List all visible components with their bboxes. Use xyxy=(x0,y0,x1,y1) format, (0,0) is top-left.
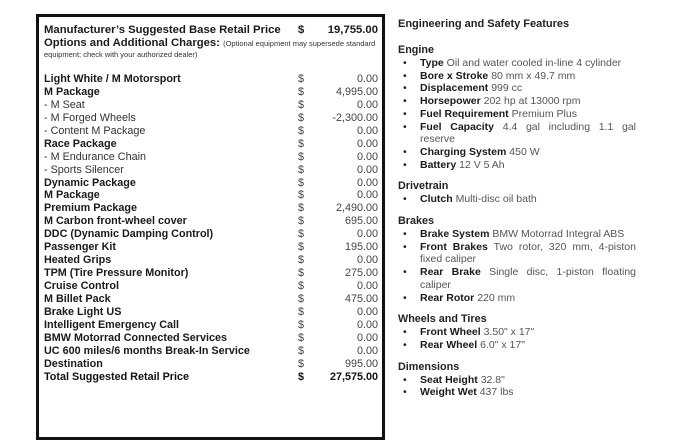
total-price-row xyxy=(44,371,382,384)
spec-key: Battery xyxy=(420,158,457,171)
spec-value: 4.4 gal including 1.1 gal reserve xyxy=(420,120,636,146)
line-label: Race Package xyxy=(44,137,117,150)
line-label: - M Forged Wheels xyxy=(44,111,136,124)
line-label: DDC (Dynamic Damping Control) xyxy=(44,228,214,241)
currency-symbol: $ xyxy=(298,98,305,111)
line-label: - M Endurance Chain xyxy=(44,150,147,163)
spec-item xyxy=(398,266,636,291)
currency-symbol: $ xyxy=(298,254,305,267)
spec-value: 6.0" x 17" xyxy=(480,338,525,351)
line-label: Brake Light US xyxy=(44,305,122,318)
option-line xyxy=(44,332,382,345)
line-value: 0.00 xyxy=(356,254,378,267)
spec-key: Rear Wheel xyxy=(420,338,478,351)
line-label: - Content M Package xyxy=(44,124,146,137)
spec-value: Single disc, 1-piston floating caliper xyxy=(420,266,636,291)
currency-symbol: $ xyxy=(298,137,305,150)
spec-value: Premium Plus xyxy=(511,107,577,120)
line-label: M Package xyxy=(44,85,100,98)
spec-key: Clutch xyxy=(420,193,453,206)
option-line xyxy=(44,319,382,332)
currency-symbol: $ xyxy=(298,163,305,176)
line-value: 0.00 xyxy=(356,163,378,176)
spec-item xyxy=(398,108,636,121)
option-line xyxy=(44,254,382,267)
spec-section-heading: Drivetrain xyxy=(398,180,449,193)
line-value: 0.00 xyxy=(356,124,378,137)
line-value: 0.00 xyxy=(356,98,378,111)
spec-key: Bore x Stroke xyxy=(420,69,489,82)
line-label: Passenger Kit xyxy=(44,241,117,254)
spec-value: 450 W xyxy=(509,145,540,158)
option-line xyxy=(44,228,382,241)
line-label: TPM (Tire Pressure Monitor) xyxy=(44,267,189,280)
option-line xyxy=(44,73,382,86)
spec-value: 12 V 5 Ah xyxy=(459,158,505,171)
line-value: 0.00 xyxy=(356,189,378,202)
spec-value: 220 mm xyxy=(477,291,516,304)
price-sheet-box xyxy=(36,14,385,440)
spec-key: Displacement xyxy=(420,82,489,95)
spec-key: Fuel Requirement xyxy=(420,107,509,120)
option-line xyxy=(44,177,382,190)
spec-key: Fuel Capacity xyxy=(420,120,495,133)
currency-symbol: $ xyxy=(298,292,305,305)
spec-value: 3.50" x 17" xyxy=(483,326,535,339)
base-price-label: Manufacturer’s Suggested Base Retail Price xyxy=(44,24,281,36)
option-lines xyxy=(44,73,382,384)
spec-key: Type xyxy=(420,57,444,69)
spec-sections xyxy=(398,44,676,399)
currency-symbol: $ xyxy=(298,280,305,292)
spec-item xyxy=(398,57,636,70)
spec-section xyxy=(398,361,676,399)
currency-symbol: $ xyxy=(298,241,305,254)
spec-item xyxy=(398,339,636,352)
currency-symbol: $ xyxy=(298,124,305,137)
option-line xyxy=(44,280,382,293)
spec-item xyxy=(398,70,636,83)
currency-symbol: $ xyxy=(298,357,305,370)
spec-key: Brake System xyxy=(420,228,490,241)
specs-panel xyxy=(398,14,676,408)
spec-section-heading: Brakes xyxy=(398,215,435,228)
spec-key: Front Brakes xyxy=(420,240,488,253)
line-value: 995.00 xyxy=(344,357,378,370)
spec-item xyxy=(398,193,636,206)
currency-symbol: $ xyxy=(298,370,305,383)
line-value: 0.00 xyxy=(356,176,378,189)
option-line xyxy=(44,241,382,254)
currency-symbol: $ xyxy=(298,85,305,98)
spec-section xyxy=(398,313,676,351)
options-heading xyxy=(44,38,382,60)
currency-symbol: $ xyxy=(298,150,305,163)
line-label: Light White / M Motorsport xyxy=(44,73,181,85)
options-note: (Optional equipment may supersede standard equipment; check with your authorized dealer) xyxy=(44,39,376,59)
spec-section-heading: Engine xyxy=(398,44,434,56)
base-price-row xyxy=(44,24,382,38)
spec-section-heading: Dimensions xyxy=(398,360,460,373)
spec-key: Front Wheel xyxy=(420,326,481,339)
option-line xyxy=(44,99,382,112)
spec-item xyxy=(398,82,636,95)
currency-symbol: $ xyxy=(298,215,305,228)
spec-key: Rear Rotor xyxy=(420,291,475,304)
option-line xyxy=(44,267,382,280)
line-value: 0.00 xyxy=(356,331,378,344)
line-label: M Carbon front-wheel cover xyxy=(44,215,187,228)
spec-item xyxy=(398,228,636,241)
currency-symbol: $ xyxy=(298,344,305,357)
spec-item xyxy=(398,121,636,146)
line-label: Total Suggested Retail Price xyxy=(44,370,189,383)
currency-symbol: $ xyxy=(298,202,305,215)
currency-symbol: $ xyxy=(298,267,305,280)
option-line xyxy=(44,293,382,306)
option-line xyxy=(44,86,382,99)
spec-item xyxy=(398,159,636,172)
spec-section xyxy=(398,180,676,206)
option-line xyxy=(44,112,382,125)
line-value: 0.00 xyxy=(356,137,378,150)
option-line xyxy=(44,306,382,319)
line-label: Heated Grips xyxy=(44,254,112,267)
line-value: 195.00 xyxy=(344,241,378,254)
line-label: UC 600 miles/6 months Break-In Service xyxy=(44,344,250,357)
specs-title: Engineering and Safety Features xyxy=(398,18,570,30)
line-value: 695.00 xyxy=(344,215,378,228)
option-line xyxy=(44,202,382,215)
spec-item xyxy=(398,95,636,108)
line-value: 0.00 xyxy=(356,344,378,357)
line-value: 475.00 xyxy=(344,292,378,305)
currency-symbol: $ xyxy=(298,305,305,318)
spec-key: Charging System xyxy=(420,145,507,158)
option-line xyxy=(44,151,382,164)
line-value: 275.00 xyxy=(344,267,378,280)
options-heading-label: Options and Additional Charges: xyxy=(44,37,220,49)
spec-section xyxy=(398,44,676,171)
line-label: Premium Package xyxy=(44,202,138,215)
line-value: 2,490.00 xyxy=(335,202,378,215)
line-label: M Billet Pack xyxy=(44,292,111,305)
spec-key: Rear Brake xyxy=(420,266,481,279)
currency-symbol: $ xyxy=(298,73,305,85)
option-line xyxy=(44,215,382,228)
spec-item xyxy=(398,241,636,266)
currency-symbol: $ xyxy=(298,318,305,331)
line-label: M Package xyxy=(44,189,100,202)
spec-value: BMW Motorrad Integral ABS xyxy=(492,228,625,241)
currency-symbol: $ xyxy=(298,111,305,124)
spec-section xyxy=(398,215,676,304)
line-label: - Sports Silencer xyxy=(44,163,124,176)
option-line xyxy=(44,345,382,358)
line-label: Cruise Control xyxy=(44,280,119,292)
line-value: -2,300.00 xyxy=(332,111,378,124)
line-label: - M Seat xyxy=(44,98,85,111)
currency-symbol: $ xyxy=(298,331,305,344)
line-value: 0.00 xyxy=(356,280,378,292)
currency-symbol: $ xyxy=(298,176,305,189)
line-label: Intelligent Emergency Call xyxy=(44,318,179,331)
option-line xyxy=(44,164,382,177)
line-value: 4,995.00 xyxy=(335,85,378,98)
spec-value: 202 hp at 13000 rpm xyxy=(483,95,581,108)
option-line xyxy=(44,138,382,151)
currency-symbol: $ xyxy=(298,189,305,202)
spec-key: Weight Wet xyxy=(420,386,477,399)
line-value: 0.00 xyxy=(356,305,378,318)
option-line xyxy=(44,125,382,138)
line-value: 0.00 xyxy=(356,150,378,163)
spec-item xyxy=(398,292,636,305)
line-value: 0.00 xyxy=(356,228,378,241)
currency-symbol: $ xyxy=(298,228,305,241)
base-price-value: 19,755.00 xyxy=(327,24,378,36)
line-value: 0.00 xyxy=(356,318,378,331)
line-label: BMW Motorrad Connected Services xyxy=(44,331,227,344)
spec-value: 80 mm x 49.7 mm xyxy=(491,69,576,82)
spec-value: Two rotor, 320 mm, 4-piston fixed caliper xyxy=(420,240,636,266)
currency-symbol: $ xyxy=(298,24,305,36)
spec-key: Horsepower xyxy=(420,95,481,108)
line-label: Destination xyxy=(44,357,103,370)
option-line xyxy=(44,189,382,202)
spec-value: Oil and water cooled in-line 4 cylinder xyxy=(446,57,622,69)
spec-section-heading: Wheels and Tires xyxy=(398,313,487,326)
spec-value: 999 cc xyxy=(491,82,523,95)
line-value: 27,575.00 xyxy=(329,370,378,383)
spec-item xyxy=(398,326,636,339)
spec-item xyxy=(398,146,636,159)
spec-item xyxy=(398,374,636,387)
spec-item xyxy=(398,386,636,399)
line-label: Dynamic Package xyxy=(44,176,136,189)
line-value: 0.00 xyxy=(356,73,378,85)
spec-value: 32.8" xyxy=(480,373,505,386)
option-line xyxy=(44,358,382,371)
spec-key: Seat Height xyxy=(420,373,478,386)
spec-value: 437 lbs xyxy=(479,386,514,399)
spec-value: Multi-disc oil bath xyxy=(455,193,537,206)
